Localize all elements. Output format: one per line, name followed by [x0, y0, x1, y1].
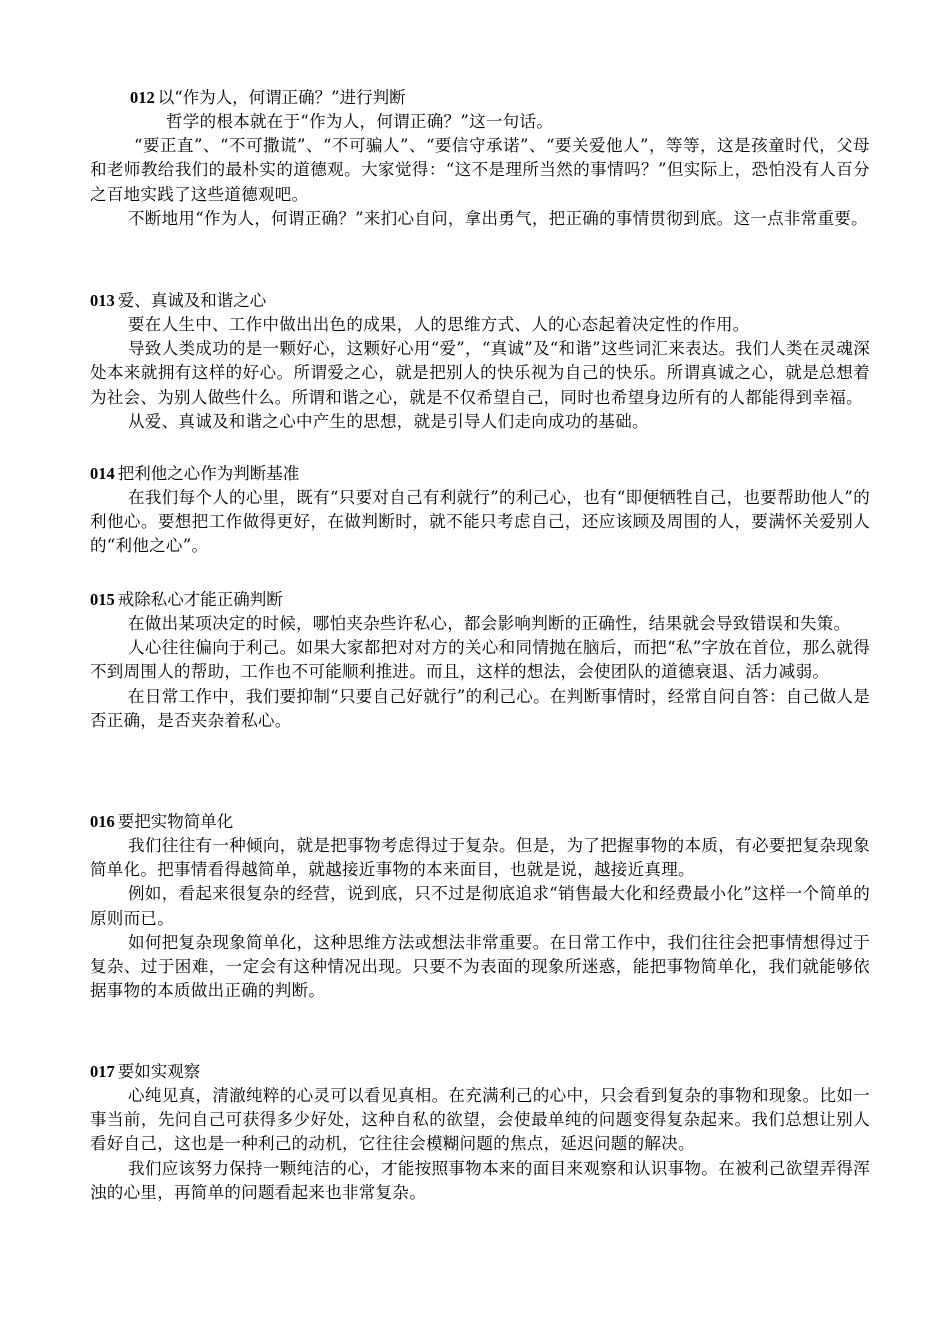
paragraph: 如何把复杂现象简单化，这种思维方法或想法非常重要。在日常工作中，我们往往会把事情想得过于复杂、过于困难，一定会有这种情况出现。只要不为表面的现象所迷惑，能把事物简单化，我们就能够依据事物的本质做出正确的判断。 [90, 932, 870, 1001]
paragraph: 不断地用“作为人，何谓正确？”来扪心自问，拿出勇气，把正确的事情贯彻到底。这一点非常重要。 [128, 208, 868, 228]
section-title: 把利他之心作为判断基准 [117, 464, 300, 483]
paragraph: 导致人类成功的是一颗好心，这颗好心用“爱”，“真诚”及“和谐”这些词汇来表达。我们人类在灵魂深处本来就拥有这样的好心。所谓爱之心，就是把别人的快乐视为自己的快乐。所谓真诚之心，就是总想着为社会、为别人做些什么。所谓和谐之心，就是不仅希望自己，同时也希望身边所有的人都能得到幸福。 [90, 339, 870, 407]
paragraph: 在做出某项决定的时候，哪怕夹杂些许私心，都会影响判断的正确性，结果就会导致错误和失策。 [128, 614, 851, 633]
section-017 [90, 1060, 870, 1205]
paragraph: 在日常工作中，我们要抑制“只要自己好就行”的利己心。在判断事情时，经常自问自答：自己做人是否正确，是否夹杂着私心。 [90, 686, 870, 730]
section-title: 爱、真诚及和谐之心 [117, 291, 267, 310]
section-014 [90, 462, 870, 559]
section-title: 要把实物简单化 [117, 812, 234, 831]
section-title: 戒除私心才能正确判断 [117, 590, 283, 609]
section-016 [90, 810, 870, 1003]
paragraph: 要在人生中、工作中做出出色的成果，人的思维方式、人的心态起着决定性的作用。 [128, 315, 750, 334]
section-heading [90, 1060, 870, 1084]
paragraph: 人心往往偏向于利己。如果大家都把对对方的关心和同情抛在脑后，而把“私”字放在首位，那么就得不到周围人的帮助，工作也不可能顺利推进。而且，这样的想法，会使团队的道德衰退、活力减弱。 [90, 638, 870, 682]
section-number: 013 [90, 291, 115, 310]
section-title: 要如实观察 [117, 1062, 201, 1081]
section-heading [90, 289, 870, 313]
section-heading [90, 588, 870, 612]
section-012 [90, 86, 870, 231]
paragraph: 哲学的根本就在于“作为人，何谓正确？”这一句话。 [166, 112, 554, 131]
paragraph: “要正直”、“不可撒谎”、“不可骗人”、“要信守承诺”、“要关爱他人”，等等，这是孩童时代，父母和老师教给我们的最朴实的道德观。大家觉得：“这不是理所当然的事情吗？”但实际上，恐怕没有人百分之百地实践了这些道德观吧。 [90, 136, 870, 204]
paragraph: 我们往往有一种倾向，就是把事物考虑得过于复杂。但是，为了把握事物的本质，有必要把复杂现象简单化。把事情看得越简单，就越接近事物的本来面目，也就是说，越接近真理。 [90, 836, 870, 880]
paragraph: 例如，看起来很复杂的经营，说到底，只不过是彻底追求“销售最大化和经费最小化”这样一个简单的原则而已。 [90, 884, 870, 928]
section-013 [90, 289, 870, 434]
section-015 [90, 588, 870, 733]
section-heading [90, 810, 870, 834]
section-number: 017 [90, 1062, 115, 1081]
section-number: 014 [90, 464, 115, 483]
paragraph: 从爱、真诚及和谐之心中产生的思想，就是引导人们走向成功的基础。 [128, 411, 649, 431]
paragraph: 我们应该努力保持一颗纯洁的心，才能按照事物本来的面目来观察和认识事物。在被利己欲望弄得浑浊的心里，再简单的问题看起来也非常复杂。 [90, 1158, 870, 1202]
section-number: 016 [90, 812, 115, 831]
section-heading [90, 462, 870, 486]
section-heading [90, 86, 870, 110]
section-number: 015 [90, 590, 115, 609]
section-number: 012 [130, 88, 155, 107]
paragraph: 在我们每个人的心里，既有“只要对自己有利就行”的利己心，也有“即便牺牲自己，也要帮助他人”的利他心。要想把工作做得更好，在做判断时，就不能只考虑自己，还应该顾及周围的人，要满怀关爱别人的“利他之心”。 [90, 488, 870, 556]
section-title: 以“作为人，何谓正确？”进行判断 [157, 88, 406, 107]
paragraph: 心纯见真，清澈纯粹的心灵可以看见真相。在充满利己的心中，只会看到复杂的事物和现象。比如一事当前，先问自己可获得多少好处，这种自私的欲望，会使最单纯的问题变得复杂起来。我们总想让别人看好自己，这也是一种利己的动机，它往往会模糊问题的焦点，延迟问题的解决。 [90, 1086, 870, 1154]
